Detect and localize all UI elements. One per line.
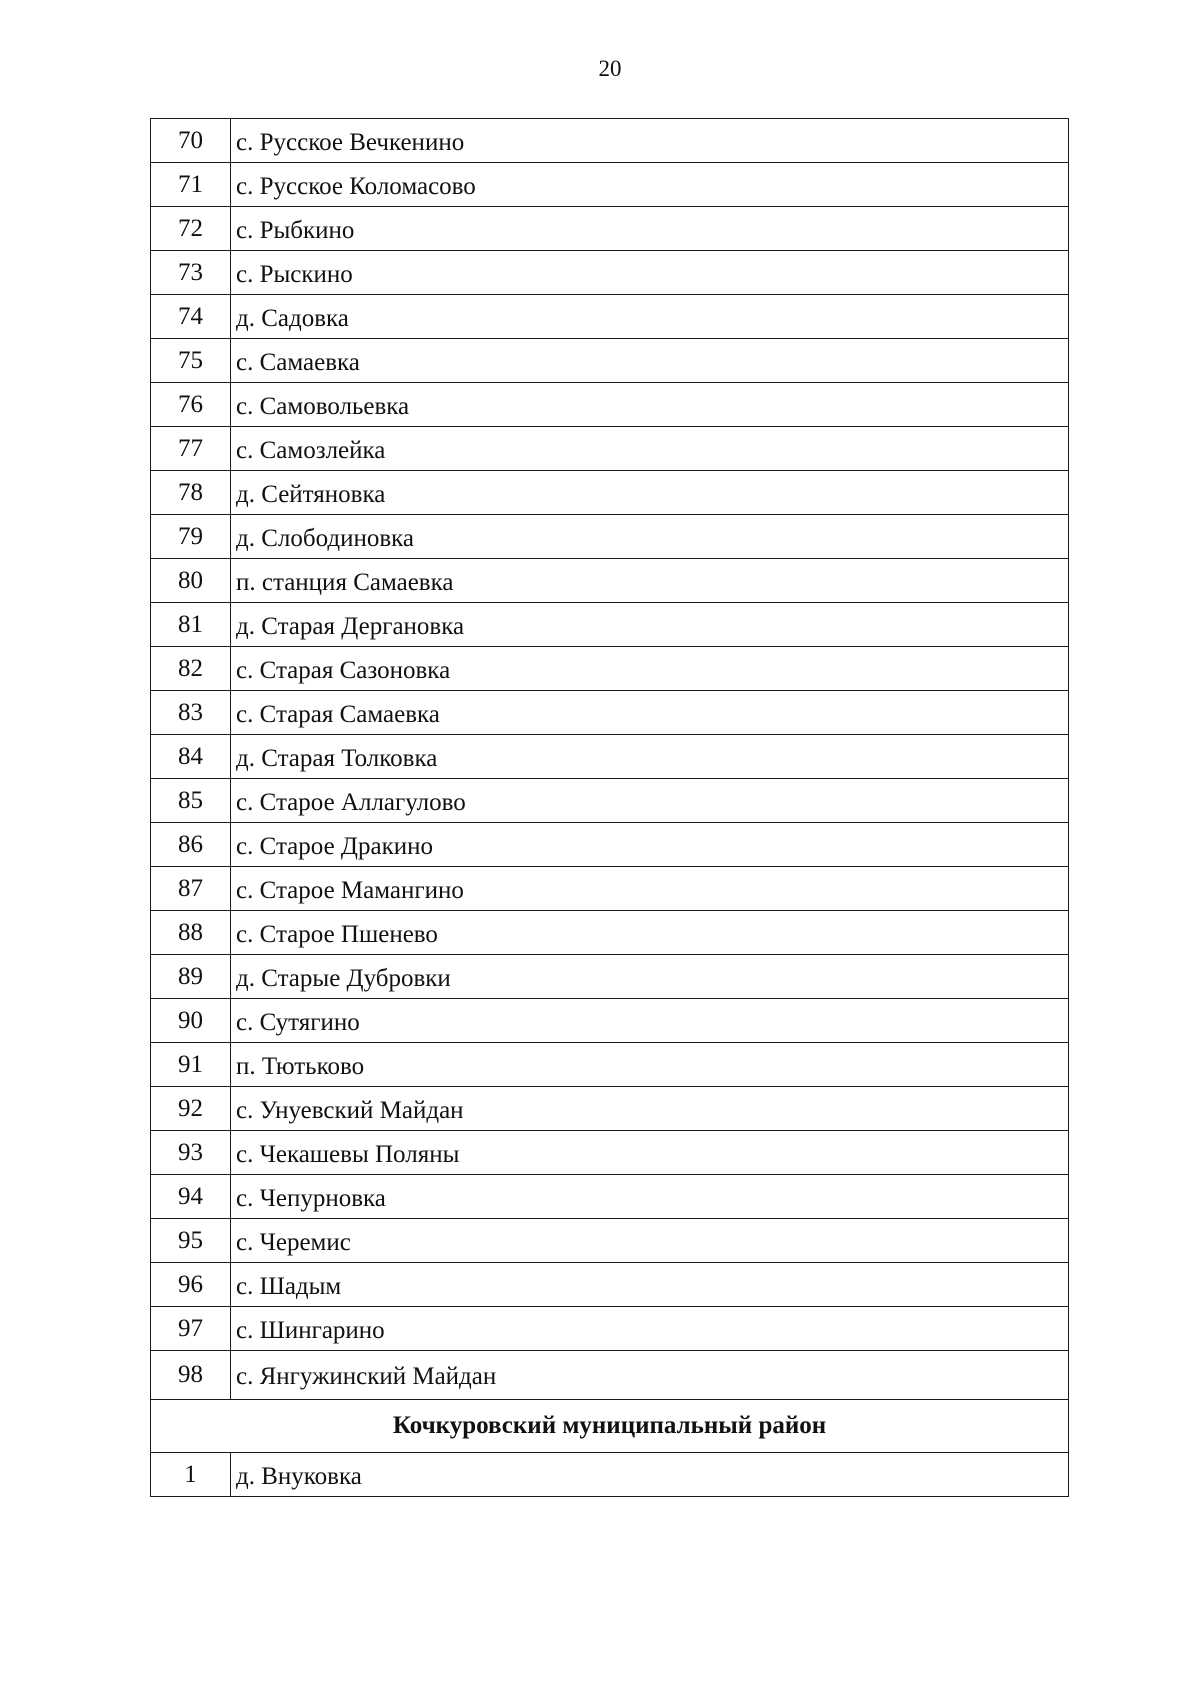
table-row xyxy=(151,559,1069,603)
table-row xyxy=(151,1175,1069,1219)
row-number: 94 xyxy=(151,1175,231,1219)
row-number: 93 xyxy=(151,1131,231,1175)
table-row xyxy=(151,1131,1069,1175)
table-row xyxy=(151,251,1069,295)
table-row xyxy=(151,1453,1069,1497)
settlements-table xyxy=(150,118,1069,1497)
row-number: 85 xyxy=(151,779,231,823)
settlement-name: с. Старая Самаевка xyxy=(231,691,1069,735)
row-number: 80 xyxy=(151,559,231,603)
settlement-name: с. Русское Вечкенино xyxy=(231,119,1069,163)
settlement-name: с. Янгужинский Майдан xyxy=(231,1351,1069,1400)
row-number: 95 xyxy=(151,1219,231,1263)
settlement-name: с. Черемис xyxy=(231,1219,1069,1263)
table-row xyxy=(151,1307,1069,1351)
settlement-name: с. Сутягино xyxy=(231,999,1069,1043)
row-number: 82 xyxy=(151,647,231,691)
row-number: 89 xyxy=(151,955,231,999)
settlement-name: с. Старое Мамангино xyxy=(231,867,1069,911)
table-row xyxy=(151,471,1069,515)
row-number: 96 xyxy=(151,1263,231,1307)
settlement-name: с. Рыбкино xyxy=(231,207,1069,251)
table-row xyxy=(151,383,1069,427)
table-row xyxy=(151,735,1069,779)
table-row xyxy=(151,867,1069,911)
row-number: 1 xyxy=(151,1453,231,1497)
settlement-name: с. Рыскино xyxy=(231,251,1069,295)
row-number: 98 xyxy=(151,1351,231,1400)
row-number: 73 xyxy=(151,251,231,295)
row-number: 78 xyxy=(151,471,231,515)
row-number: 87 xyxy=(151,867,231,911)
settlement-name: с. Чепурновка xyxy=(231,1175,1069,1219)
row-number: 76 xyxy=(151,383,231,427)
settlement-name: д. Садовка xyxy=(231,295,1069,339)
row-number: 71 xyxy=(151,163,231,207)
settlement-name: с. Старое Дракино xyxy=(231,823,1069,867)
row-number: 79 xyxy=(151,515,231,559)
table-row xyxy=(151,339,1069,383)
table-row xyxy=(151,1087,1069,1131)
settlement-name: с. Чекашевы Поляны xyxy=(231,1131,1069,1175)
row-number: 74 xyxy=(151,295,231,339)
page-number: 20 xyxy=(598,56,622,81)
table-row xyxy=(151,207,1069,251)
table-row xyxy=(151,999,1069,1043)
row-number: 81 xyxy=(151,603,231,647)
table-row xyxy=(151,691,1069,735)
settlement-name: д. Внуковка xyxy=(231,1453,1069,1497)
settlement-name: д. Слободиновка xyxy=(231,515,1069,559)
row-number: 75 xyxy=(151,339,231,383)
row-number: 77 xyxy=(151,427,231,471)
settlement-name: с. Старая Сазоновка xyxy=(231,647,1069,691)
table-row xyxy=(151,823,1069,867)
settlement-name: д. Старая Толковка xyxy=(231,735,1069,779)
row-number: 83 xyxy=(151,691,231,735)
table-row xyxy=(151,1351,1069,1400)
row-number: 84 xyxy=(151,735,231,779)
row-number: 86 xyxy=(151,823,231,867)
settlement-name: с. Русское Коломасово xyxy=(231,163,1069,207)
table-row xyxy=(151,647,1069,691)
settlement-name: с. Унуевский Майдан xyxy=(231,1087,1069,1131)
table-row xyxy=(151,911,1069,955)
row-number: 70 xyxy=(151,119,231,163)
settlement-name: д. Сейтяновка xyxy=(231,471,1069,515)
table-row xyxy=(151,955,1069,999)
table-row xyxy=(151,515,1069,559)
settlement-name: п. Тютьково xyxy=(231,1043,1069,1087)
settlement-name: с. Шингарино xyxy=(231,1307,1069,1351)
row-number: 97 xyxy=(151,1307,231,1351)
section-title: Кочкуровский муниципальный район xyxy=(151,1400,1069,1453)
table-row xyxy=(151,119,1069,163)
table-row xyxy=(151,1043,1069,1087)
row-number: 92 xyxy=(151,1087,231,1131)
settlement-name: д. Старые Дубровки xyxy=(231,955,1069,999)
settlement-name: с. Старое Аллагулово xyxy=(231,779,1069,823)
settlement-name: с. Старое Пшенево xyxy=(231,911,1069,955)
settlement-name: д. Старая Дергановка xyxy=(231,603,1069,647)
settlement-name: с. Шадым xyxy=(231,1263,1069,1307)
section-row xyxy=(151,1400,1069,1453)
table-row xyxy=(151,603,1069,647)
table-row xyxy=(151,779,1069,823)
settlement-name: п. станция Самаевка xyxy=(231,559,1069,603)
table-row xyxy=(151,1263,1069,1307)
row-number: 91 xyxy=(151,1043,231,1087)
table-row xyxy=(151,427,1069,471)
settlement-name: с. Самаевка xyxy=(231,339,1069,383)
settlement-name: с. Самозлейка xyxy=(231,427,1069,471)
row-number: 72 xyxy=(151,207,231,251)
table-row xyxy=(151,163,1069,207)
row-number: 88 xyxy=(151,911,231,955)
row-number: 90 xyxy=(151,999,231,1043)
table-body xyxy=(151,119,1069,1497)
settlement-name: с. Самовольевка xyxy=(231,383,1069,427)
table-row xyxy=(151,1219,1069,1263)
table-row xyxy=(151,295,1069,339)
